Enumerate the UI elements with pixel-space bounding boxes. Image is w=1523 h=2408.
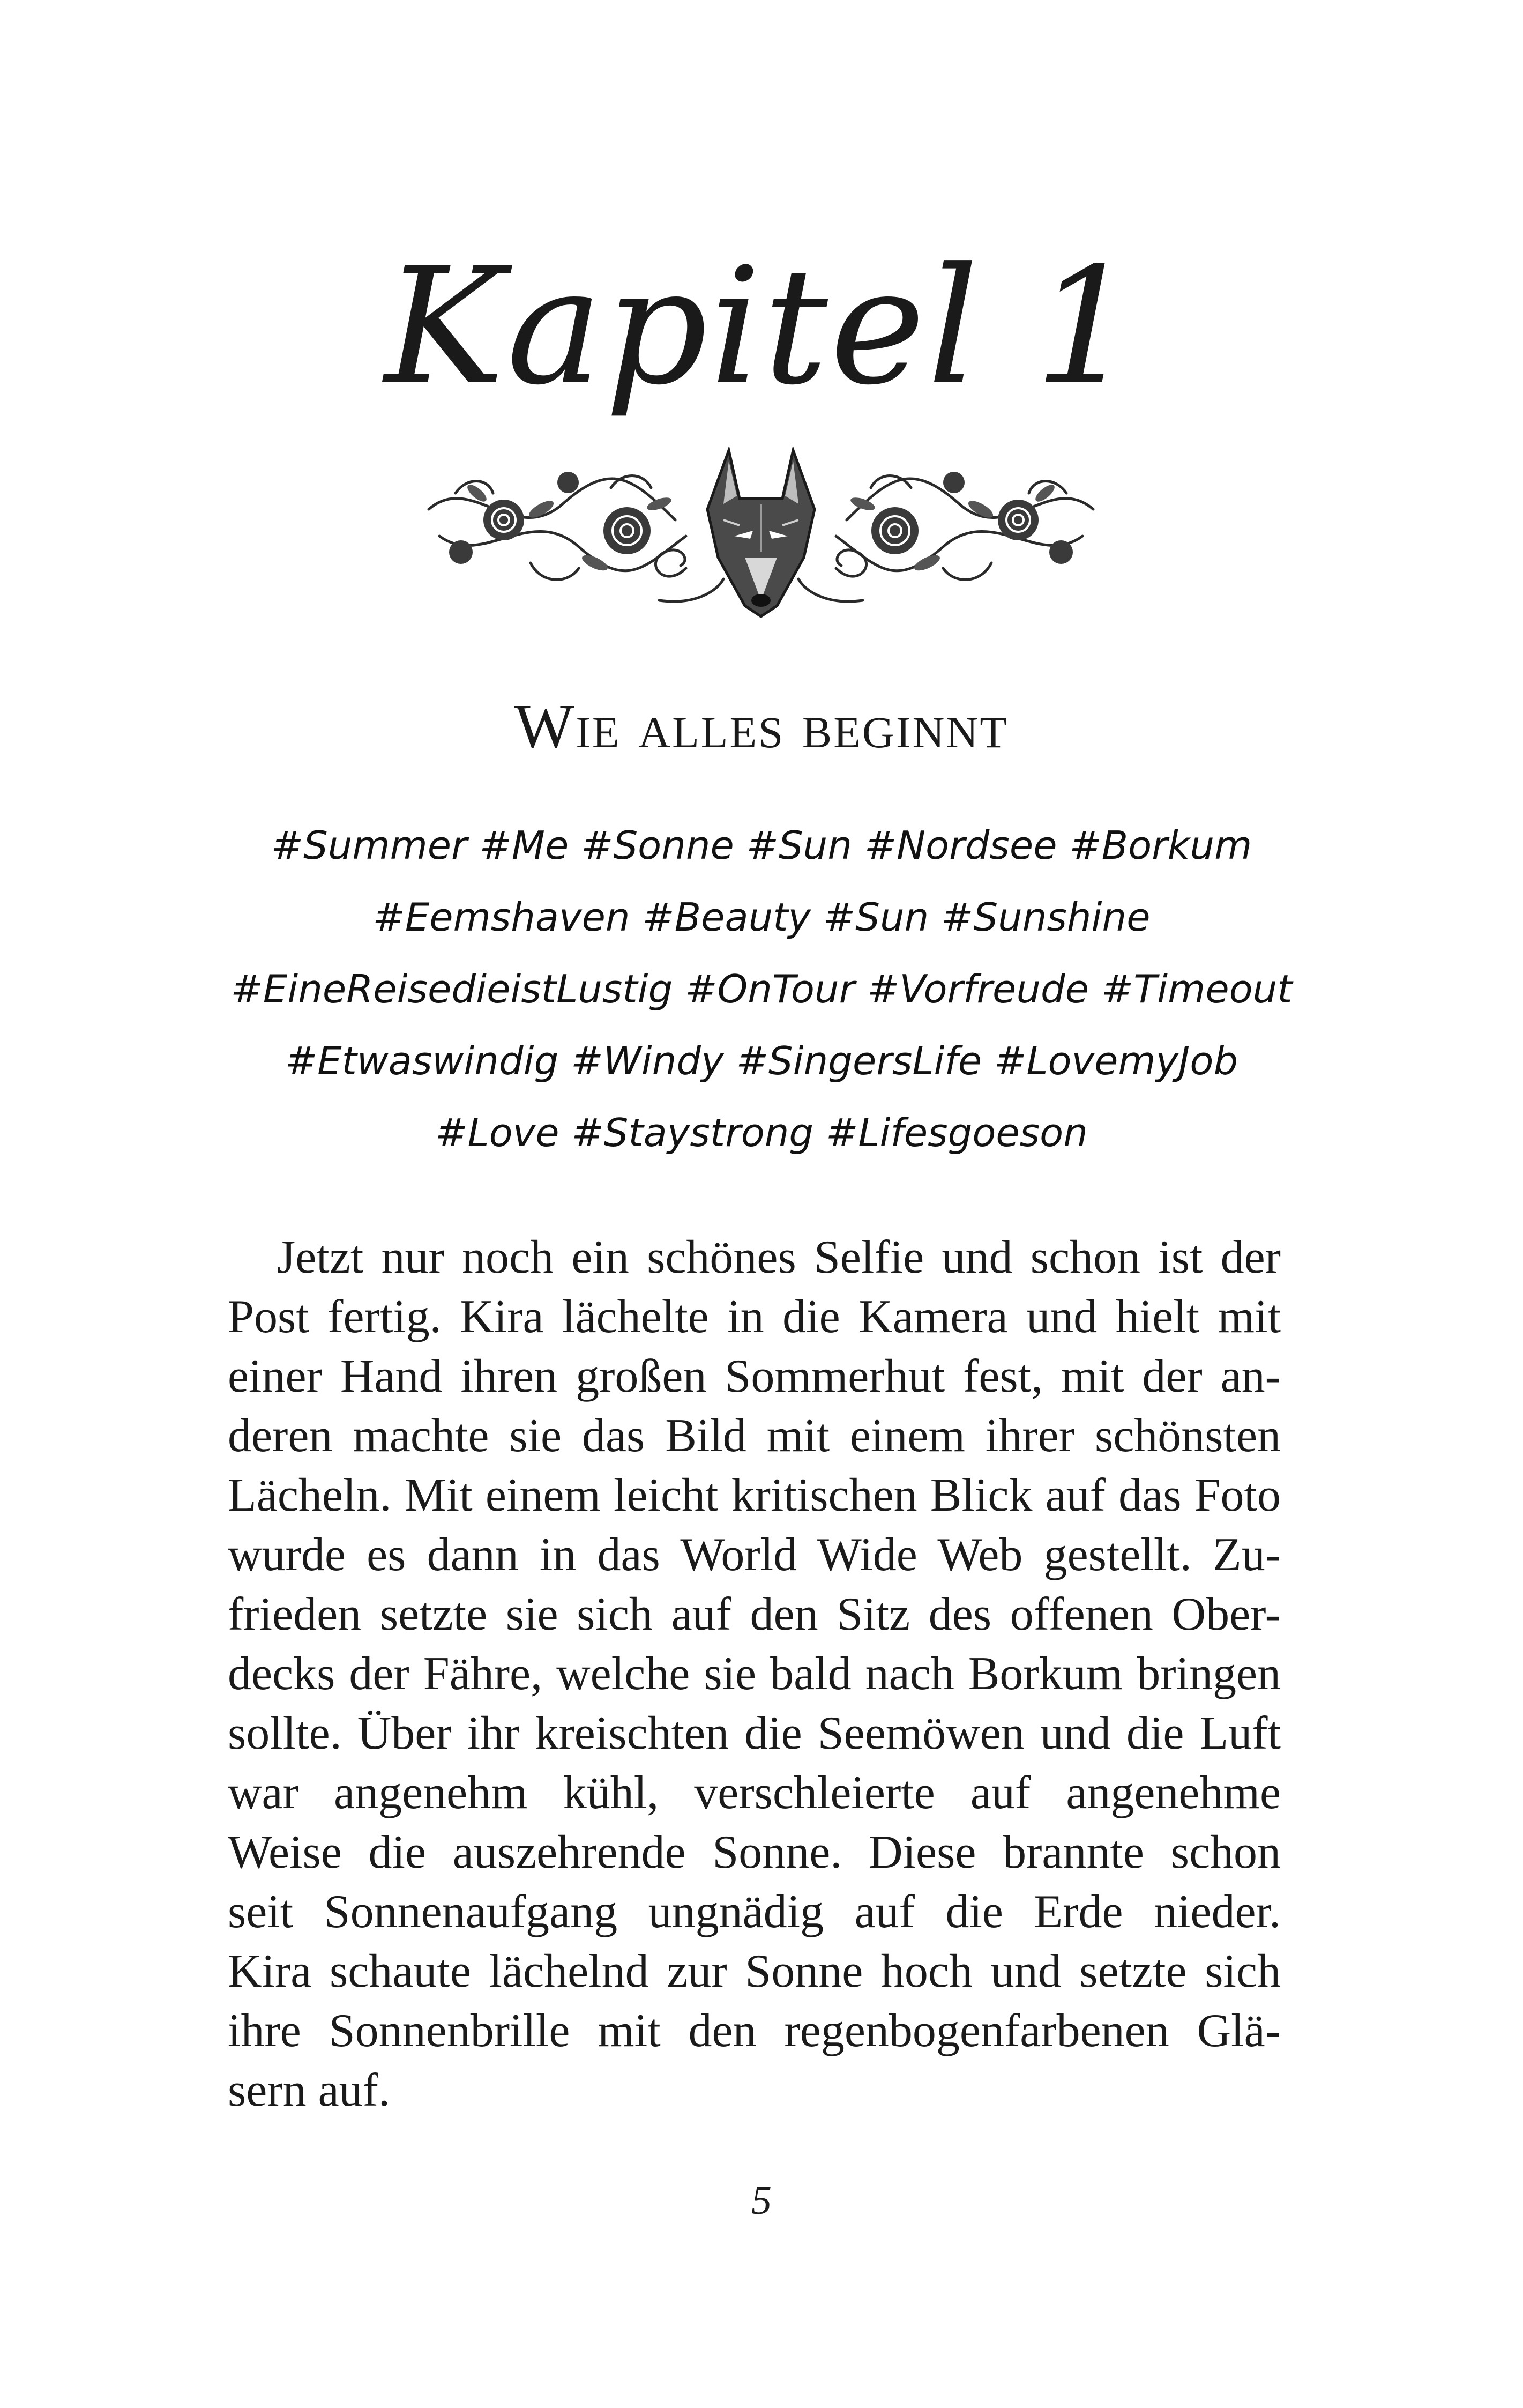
text-line: ihre Sonnenbrille mit den regenbogenfarbenen Glä- [228, 2005, 1281, 2057]
text-line: Weise die auszehrende Sonne. Diese brannte schon [228, 1826, 1281, 1878]
text-line: Kira schaute lächelnd zur Sonne hoch und setzte sich [228, 1945, 1281, 1997]
hashtag-block [161, 809, 1362, 1169]
text-line: decks der Fähre, welche sie bald nach Borkum bringen [228, 1648, 1281, 1700]
hashtag-line: #EineReisedieistLustig #OnTour #Vorfreude #Timeout [230, 967, 1293, 1012]
text-line: sern auf. [228, 2064, 390, 2116]
text-line: sollte. Über ihr kreischten die Seemöwen und die Luft [228, 1707, 1281, 1759]
page-number: 5 [751, 2178, 772, 2223]
text-line: seit Sonnenaufgang ungnädig auf die Erde nieder. [228, 1886, 1281, 1938]
hashtag-line: #Summer #Me #Sonne #Sun #Nordsee #Borkum [271, 823, 1252, 868]
wolf-head-floral-ornament-icon [407, 429, 1115, 633]
text-line: einer Hand ihren großen Sommerhut fest, mit der an- [228, 1350, 1281, 1402]
hashtag-line: #Etwaswindig #Windy #SingersLife #LovemyJob [285, 1038, 1238, 1083]
text-line: war angenehm kühl, verschleierte auf angenehme [228, 1767, 1281, 1819]
hashtag-line: #Eemshaven #Beauty #Sun #Sunshine [372, 895, 1151, 940]
text-line: deren machte sie das Bild mit einem ihrer schönsten [228, 1410, 1281, 1462]
text-line: frieden setzte sie sich auf den Sitz des offenen Ober- [228, 1588, 1281, 1640]
body-paragraph [228, 1228, 1281, 2120]
text-line: Jetzt nur noch ein schönes Selfie und schon ist der [277, 1231, 1281, 1283]
text-line: Lächeln. Mit einem leicht kritischen Blick auf das Foto [228, 1469, 1281, 1521]
chapter-subtitle: Wie alles beginnt [514, 691, 1009, 761]
text-line: wurde es dann in das World Wide Web gestellt. Zu- [228, 1529, 1281, 1581]
text-line: Post fertig. Kira lächelte in die Kamera und hielt mit [228, 1291, 1281, 1343]
chapter-heading: Kapitel 1 [384, 233, 1139, 420]
hashtag-line: #Love #Staystrong #Lifesgoeson [435, 1110, 1088, 1155]
